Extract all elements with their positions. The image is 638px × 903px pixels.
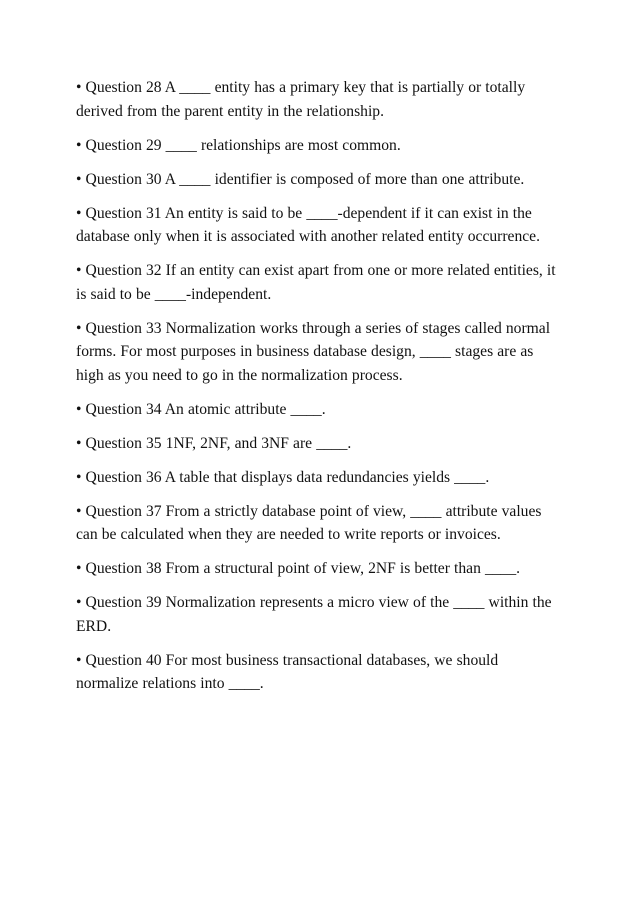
question-list	[76, 76, 558, 706]
question-40: • Question 40 For most business transactional databases, we should normalize relations into ____.	[76, 651, 499, 692]
question-37: • Question 37 From a strictly database point of view, ____ attribute values can be calculated when they are needed to write reports or invoices.	[76, 502, 542, 543]
question-32: • Question 32 If an entity can exist apart from one or more related entities, it is said to be ____-independent.	[76, 262, 556, 303]
question-28: • Question 28 A ____ entity has a primary key that is partially or totally derived from the parent entity in the relationship.	[76, 79, 526, 120]
question-36: • Question 36 A table that displays data redundancies yields ____.	[76, 468, 490, 486]
question-35: • Question 35 1NF, 2NF, and 3NF are ____.	[76, 434, 352, 452]
question-29: • Question 29 ____ relationships are most common.	[76, 136, 401, 154]
question-38: • Question 38 From a structural point of view, 2NF is better than ____.	[76, 560, 521, 577]
question-39: • Question 39 Normalization represents a micro view of the ____ within the ERD.	[76, 594, 552, 635]
question-31: • Question 31 An entity is said to be ____-dependent if it can exist in the database only when it is associated with another related entity occurrence.	[76, 204, 541, 245]
question-30: • Question 30 A ____ identifier is composed of more than one attribute.	[76, 170, 525, 188]
question-34: • Question 34 An atomic attribute ____.	[76, 400, 326, 418]
question-33: • Question 33 Normalization works through a series of stages called normal forms. For most purposes in business database design, ____ stages are as high as you need to go in the normalization process.	[76, 319, 551, 384]
